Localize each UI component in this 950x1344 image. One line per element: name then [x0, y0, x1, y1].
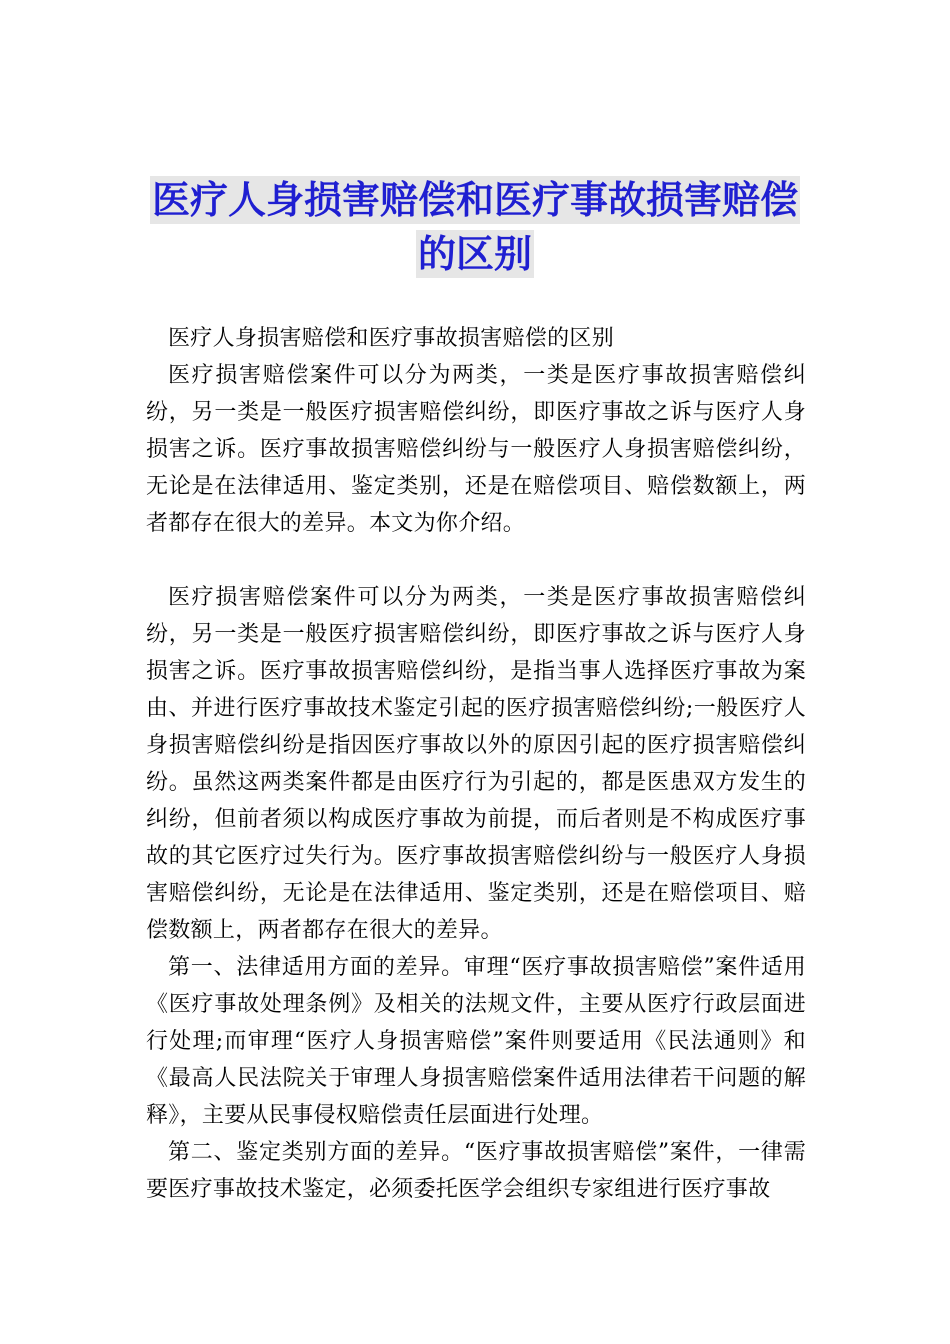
- title-line-2: 的区别: [417, 232, 532, 276]
- paragraph-appraisal-difference: 第二、鉴定类别方面的差异。“医疗事故损害赔偿”案件，一律需要医疗事故技术鉴定，必须委托医学会组织专家组进行医疗事故: [146, 1140, 806, 1202]
- document-title: [0, 176, 950, 284]
- paragraph-intro: 医疗损害赔偿案件可以分为两类，一类是医疗事故损害赔偿纠纷，另一类是一般医疗损害赔偿纠纷，即医疗事故之诉与医疗人身损害之诉。医疗事故损害赔偿纠纷与一般医疗人身损害赔偿纠纷，无论是在法律适用、鉴定类别，还是在赔偿项目、赔偿数额上，两者都存在很大的差异。本文为你介绍。: [146, 363, 806, 536]
- paragraph-overview: 医疗损害赔偿案件可以分为两类，一类是医疗事故损害赔偿纠纷，另一类是一般医疗损害赔偿纠纷，即医疗事故之诉与医疗人身损害之诉。医疗事故损害赔偿纠纷，是指当事人选择医疗事故为案由、并进行医疗事故技术鉴定引起的医疗损害赔偿纠纷;一般医疗人身损害赔偿纠纷是指因医疗事故以外的原因引起的医疗损害赔偿纠纷。虽然这两类案件都是由医疗行为引起的，都是医患双方发生的纠纷，但前者须以构成医疗事故为前提，而后者则是不构成医疗事故的其它医疗过失行为。医疗事故损害赔偿纠纷与一般医疗人身损害赔偿纠纷，无论是在法律适用、鉴定类别，还是在赔偿项目、赔偿数额上，两者都存在很大的差异。: [146, 585, 806, 943]
- document-body: [146, 320, 806, 1208]
- paragraph-subtitle: 医疗人身损害赔偿和医疗事故损害赔偿的区别: [168, 326, 615, 351]
- paragraph-gap: [146, 542, 806, 579]
- title-line-1: 医疗人身损害赔偿和医疗事故损害赔偿: [151, 178, 798, 222]
- paragraph-law-difference: 第一、法律适用方面的差异。审理“医疗事故损害赔偿”案件适用《医疗事故处理条例》及相关的法规文件，主要从医疗行政层面进行处理;而审理“医疗人身损害赔偿”案件则要适用《民法通则》和《最高人民法院关于审理人身损害赔偿案件适用法律若干问题的解释》，主要从民事侵权赔偿责任层面进行处理。: [146, 955, 806, 1128]
